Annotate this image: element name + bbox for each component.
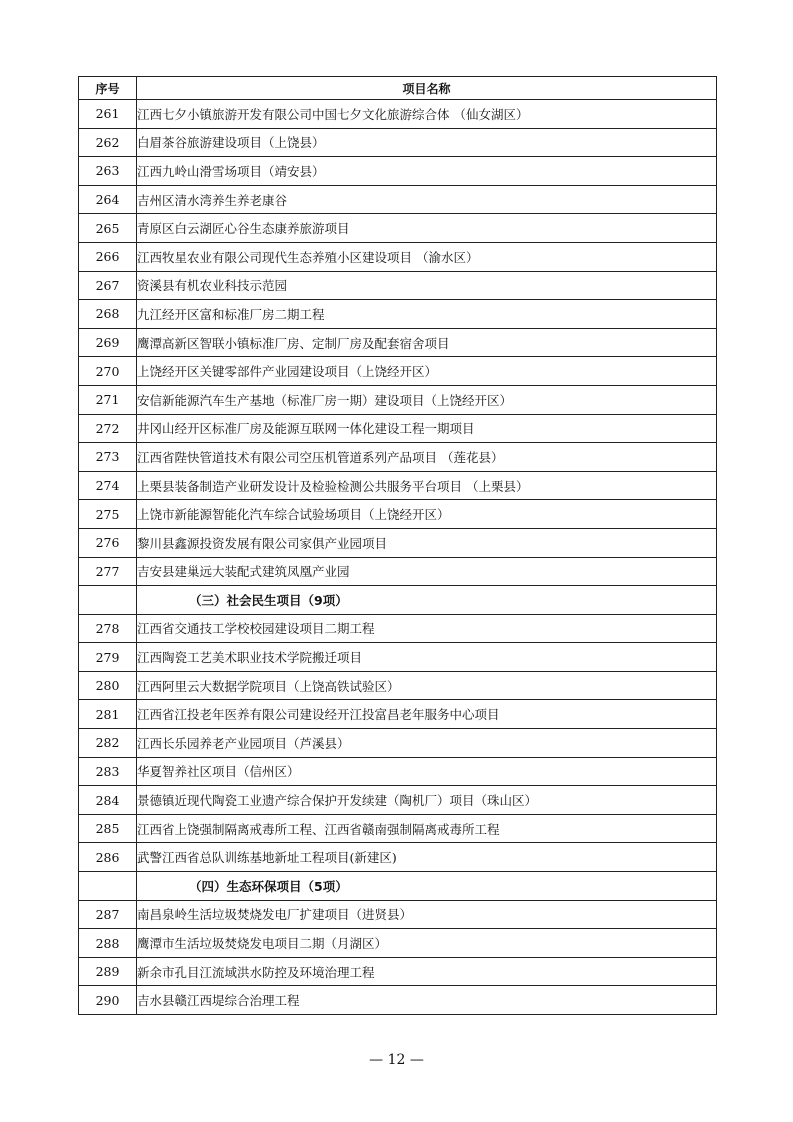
table-row	[79, 757, 717, 786]
row-index: 283	[79, 757, 137, 786]
table-body	[79, 100, 717, 1015]
project-name: 吉安县建巢远大装配式建筑凤凰产业园	[137, 557, 717, 586]
row-index: 275	[79, 500, 137, 529]
table-row	[79, 214, 717, 243]
table-row	[79, 157, 717, 186]
row-index: 261	[79, 100, 137, 129]
project-name: 鹰潭高新区智联小镇标准厂房、定制厂房及配套宿舍项目	[137, 328, 717, 357]
row-index: 263	[79, 157, 137, 186]
row-index: 266	[79, 242, 137, 271]
table-row	[79, 900, 717, 929]
table-row	[79, 385, 717, 414]
row-index: 267	[79, 271, 137, 300]
project-name: 九江经开区富和标准厂房二期工程	[137, 300, 717, 329]
row-index: 285	[79, 814, 137, 843]
row-index: 290	[79, 986, 137, 1015]
row-index: 276	[79, 528, 137, 557]
section-header-row	[79, 586, 717, 615]
table-row	[79, 814, 717, 843]
table-row	[79, 528, 717, 557]
project-name: 华夏智养社区项目（信州区）	[137, 757, 717, 786]
row-index: 286	[79, 843, 137, 872]
project-name: 江西陶瓷工艺美术职业技术学院搬迁项目	[137, 643, 717, 672]
table-row	[79, 729, 717, 758]
table-row	[79, 242, 717, 271]
table-row	[79, 614, 717, 643]
row-index: 279	[79, 643, 137, 672]
project-name: 江西省陛快管道技术有限公司空压机管道系列产品项目 （莲花县）	[137, 443, 717, 472]
table-row	[79, 185, 717, 214]
project-name: 江西阿里云大数据学院项目（上饶高铁试验区）	[137, 671, 717, 700]
project-table	[78, 76, 717, 1015]
section-title: （三）社会民生项目（9项）	[137, 586, 717, 615]
row-index: 282	[79, 729, 137, 758]
table-row	[79, 100, 717, 129]
row-index	[79, 872, 137, 901]
row-index: 287	[79, 900, 137, 929]
project-name: 武警江西省总队训练基地新址工程项目(新建区)	[137, 843, 717, 872]
row-index: 274	[79, 471, 137, 500]
project-name: 井冈山经开区标准厂房及能源互联网一体化建设工程一期项目	[137, 414, 717, 443]
row-index: 265	[79, 214, 137, 243]
project-name: 青原区白云湖匠心谷生态康养旅游项目	[137, 214, 717, 243]
project-name: 江西省上饶强制隔离戒毒所工程、江西省赣南强制隔离戒毒所工程	[137, 814, 717, 843]
row-index: 278	[79, 614, 137, 643]
table-row	[79, 443, 717, 472]
row-index: 272	[79, 414, 137, 443]
table-row	[79, 471, 717, 500]
project-name: 吉水县赣江西堤综合治理工程	[137, 986, 717, 1015]
project-name: 江西九岭山滑雪场项目（靖安县）	[137, 157, 717, 186]
table-row	[79, 957, 717, 986]
project-name: 鹰潭市生活垃圾焚烧发电项目二期（月湖区）	[137, 929, 717, 958]
table-row	[79, 786, 717, 815]
project-name: 吉州区清水湾养生养老康谷	[137, 185, 717, 214]
project-name: 江西七夕小镇旅游开发有限公司中国七夕文化旅游综合体 （仙女湖区）	[137, 100, 717, 129]
project-name: 上饶市新能源智能化汽车综合试验场项目（上饶经开区）	[137, 500, 717, 529]
project-name: 南昌泉岭生活垃圾焚烧发电厂扩建项目（进贤县）	[137, 900, 717, 929]
table-row	[79, 271, 717, 300]
page-number: — 12 —	[369, 1052, 424, 1068]
project-name: 江西牧星农业有限公司现代生态养殖小区建设项目 （渝水区）	[137, 242, 717, 271]
table-row	[79, 414, 717, 443]
table-row	[79, 700, 717, 729]
table-row	[79, 843, 717, 872]
row-index: 268	[79, 300, 137, 329]
row-index: 277	[79, 557, 137, 586]
row-index: 273	[79, 443, 137, 472]
row-index: 270	[79, 357, 137, 386]
row-index: 264	[79, 185, 137, 214]
project-name: 江西省江投老年医养有限公司建设经开江投富昌老年服务中心项目	[137, 700, 717, 729]
table-row	[79, 500, 717, 529]
project-name: 白眉茶谷旅游建设项目（上饶县）	[137, 128, 717, 157]
row-index: 289	[79, 957, 137, 986]
project-name: 上饶经开区关键零部件产业园建设项目（上饶经开区）	[137, 357, 717, 386]
header-index: 序号	[79, 77, 137, 100]
project-name: 黎川县鑫源投资发展有限公司家俱产业园项目	[137, 528, 717, 557]
project-name: 上栗县装备制造产业研发设计及检验检测公共服务平台项目 （上栗县）	[137, 471, 717, 500]
table-row	[79, 557, 717, 586]
project-name: 资溪县有机农业科技示范园	[137, 271, 717, 300]
table-row	[79, 300, 717, 329]
table-row	[79, 671, 717, 700]
project-name: 安信新能源汽车生产基地（标准厂房一期）建设项目（上饶经开区）	[137, 385, 717, 414]
row-index: 269	[79, 328, 137, 357]
row-index: 284	[79, 786, 137, 815]
row-index: 288	[79, 929, 137, 958]
project-name: 江西长乐园养老产业园项目（芦溪县）	[137, 729, 717, 758]
table-row	[79, 328, 717, 357]
table-header-row	[79, 77, 717, 100]
table-row	[79, 986, 717, 1015]
header-project-name: 项目名称	[137, 77, 717, 100]
table-row	[79, 128, 717, 157]
row-index: 271	[79, 385, 137, 414]
section-header-row	[79, 872, 717, 901]
row-index: 280	[79, 671, 137, 700]
table-row	[79, 929, 717, 958]
section-title: （四）生态环保项目（5项）	[137, 872, 717, 901]
row-index: 281	[79, 700, 137, 729]
table-row	[79, 643, 717, 672]
table-row	[79, 357, 717, 386]
project-name: 江西省交通技工学校校园建设项目二期工程	[137, 614, 717, 643]
row-index	[79, 586, 137, 615]
project-name: 新余市孔目江流域洪水防控及环境治理工程	[137, 957, 717, 986]
project-name: 景德镇近现代陶瓷工业遗产综合保护开发续建（陶机厂）项目（珠山区）	[137, 786, 717, 815]
row-index: 262	[79, 128, 137, 157]
